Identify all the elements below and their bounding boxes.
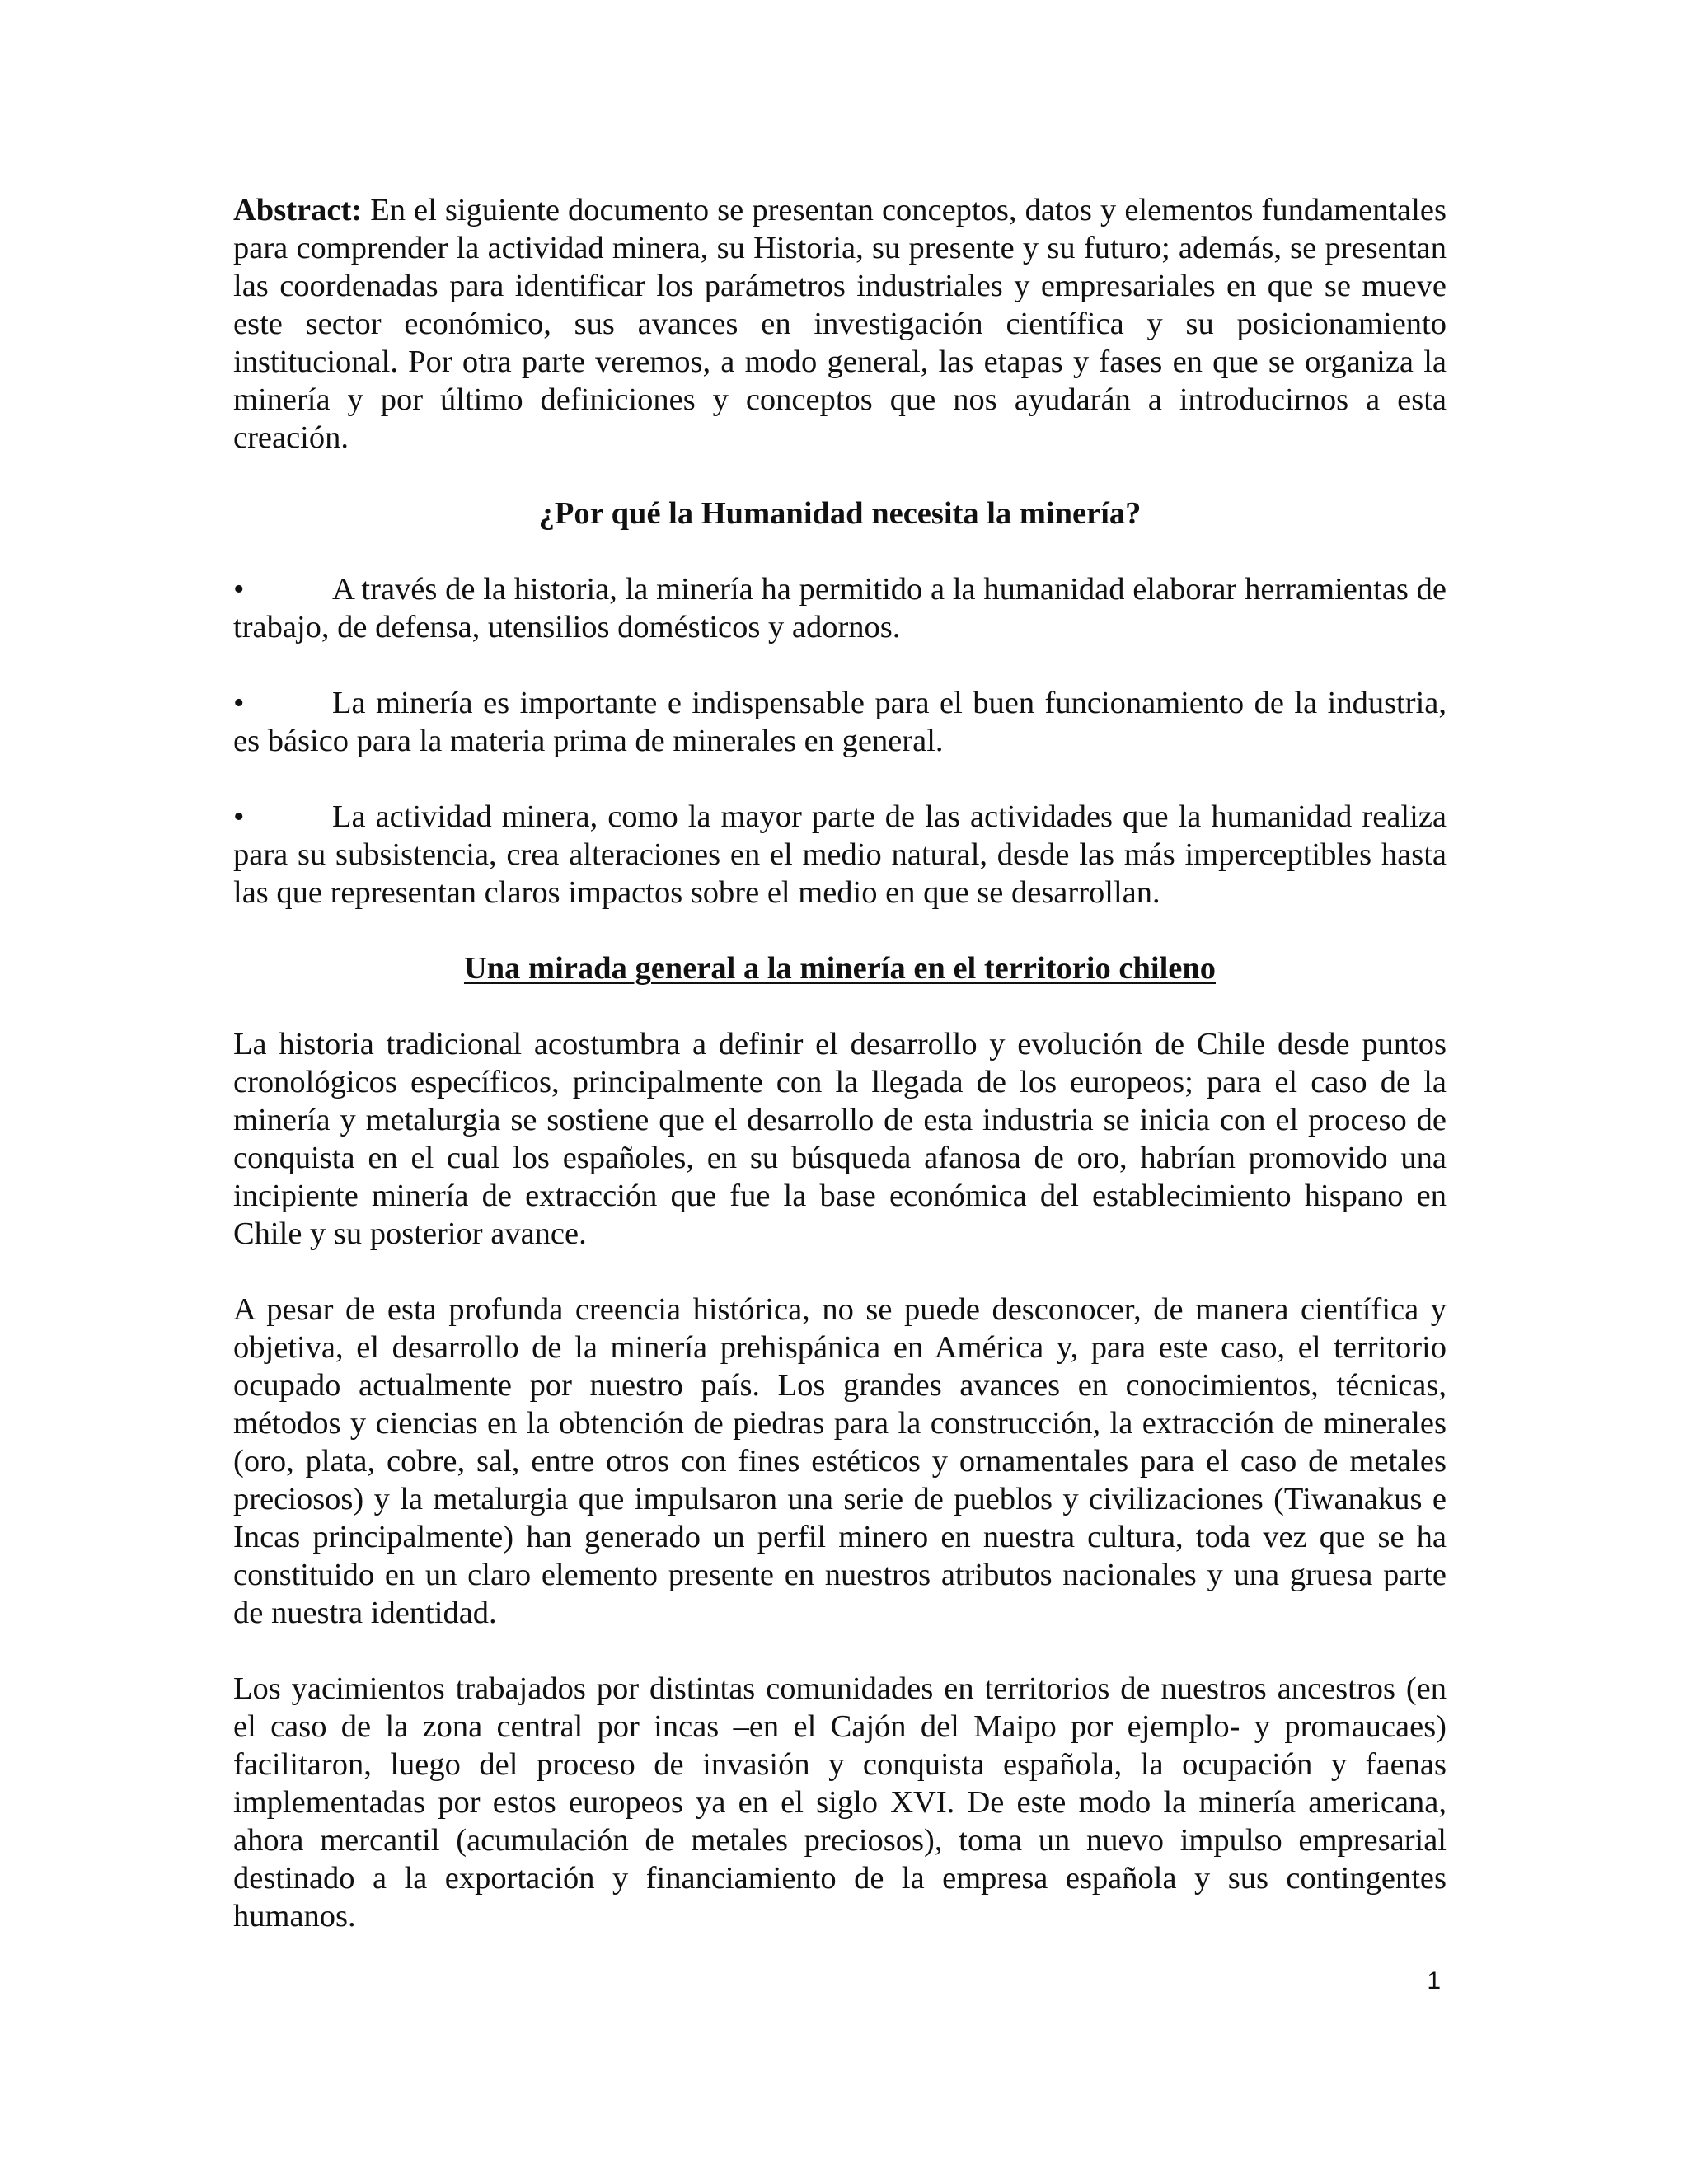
abstract-label: Abstract:	[233, 193, 363, 227]
bullet-icon: •	[233, 686, 245, 720]
body-paragraph: A pesar de esta profunda creencia histórica, no se puede desconocer, de manera científica y objetiva, el desarrollo de la minería prehispánica en América y, para este caso, el territorio ocupado actualmente por nuestro país. Los grandes avances en conocimientos, técnicas, métodos y ciencias en la obtención de piedras para la construcción, la extracción de minerales (oro, plata, cobre, sal, entre otros con fines estéticos y ornamentales para el caso de metales preciosos) y la metalurgia que impulsaron una serie de pueblos y civilizaciones (Tiwanakus e Incas principalmente) han generado un perfil minero en nuestra cultura, toda vez que se ha constituido en un claro elemento presente en nuestros atributos nacionales y una gruesa parte de nuestra identidad.	[233, 1292, 1447, 1630]
bullet-text: La minería es importante e indispensable para el buen funcionamiento de la industria, es básico para la materia prima de minerales en general.	[233, 686, 1447, 758]
body-paragraph: Los yacimientos trabajados por distintas comunidades en territorios de nuestros ancestros (en el caso de la zona central por incas –en el Cajón del Maipo por ejemplo- y promaucaes) facilitaron, luego del proceso de invasión y conquista española, la ocupación y faenas implementadas por estos europeos ya en el siglo XVI. De este modo la minería americana, ahora mercantil (acumulación de metales preciosos), toma un nuevo impulso empresarial destinado a la exportación y financiamiento de la empresa española y sus contingentes humanos.	[233, 1671, 1447, 1933]
bullet-item	[233, 684, 1447, 760]
document-body	[233, 191, 1447, 1935]
bullet-item	[233, 798, 1447, 912]
bullet-text: A través de la historia, la minería ha permitido a la humanidad elaborar herramientas de trabajo, de defensa, utensilios domésticos y adornos.	[233, 572, 1447, 644]
abstract-paragraph	[233, 191, 1447, 457]
bullet-text: La actividad minera, como la mayor parte de las actividades que la humanidad realiza para su subsistencia, crea alteraciones en el medio natural, desde las más imperceptibles hasta las que representan claros impactos sobre el medio en que se desarrollan.	[233, 799, 1447, 910]
bullet-icon: •	[233, 799, 245, 834]
bullet-item	[233, 570, 1447, 646]
section-heading-why-mining: ¿Por qué la Humanidad necesita la minería?	[538, 496, 1142, 531]
bullet-icon: •	[233, 572, 245, 607]
body-paragraph: La historia tradicional acostumbra a definir el desarrollo y evolución de Chile desde puntos cronológicos específicos, principalmente con la llegada de los europeos; para el caso de la minería y metalurgia se sostiene que el desarrollo de esta industria se inicia con el proceso de conquista en el cual los españoles, en su búsqueda afanosa de oro, habrían promovido una incipiente minería de extracción que fue la base económica del establecimiento hispano en Chile y su posterior avance.	[233, 1027, 1447, 1251]
page-number: 1	[1427, 1967, 1441, 1994]
section-heading-chilean-mining: Una mirada general a la minería en el territorio chileno	[463, 951, 1217, 986]
abstract-text: En el siguiente documento se presentan conceptos, datos y elementos fundamentales para comprender la actividad minera, su Historia, su presente y su futuro; además, se presentan las coordenadas para identificar los parámetros industriales y empresariales en que se mueve este sector económico, sus avances en investigación científica y su posicionamiento institucional. Por otra parte veremos, a modo general, las etapas y fases en que se organiza la minería y por último definiciones y conceptos que nos ayudarán a introducirnos a esta creación.	[233, 193, 1447, 455]
